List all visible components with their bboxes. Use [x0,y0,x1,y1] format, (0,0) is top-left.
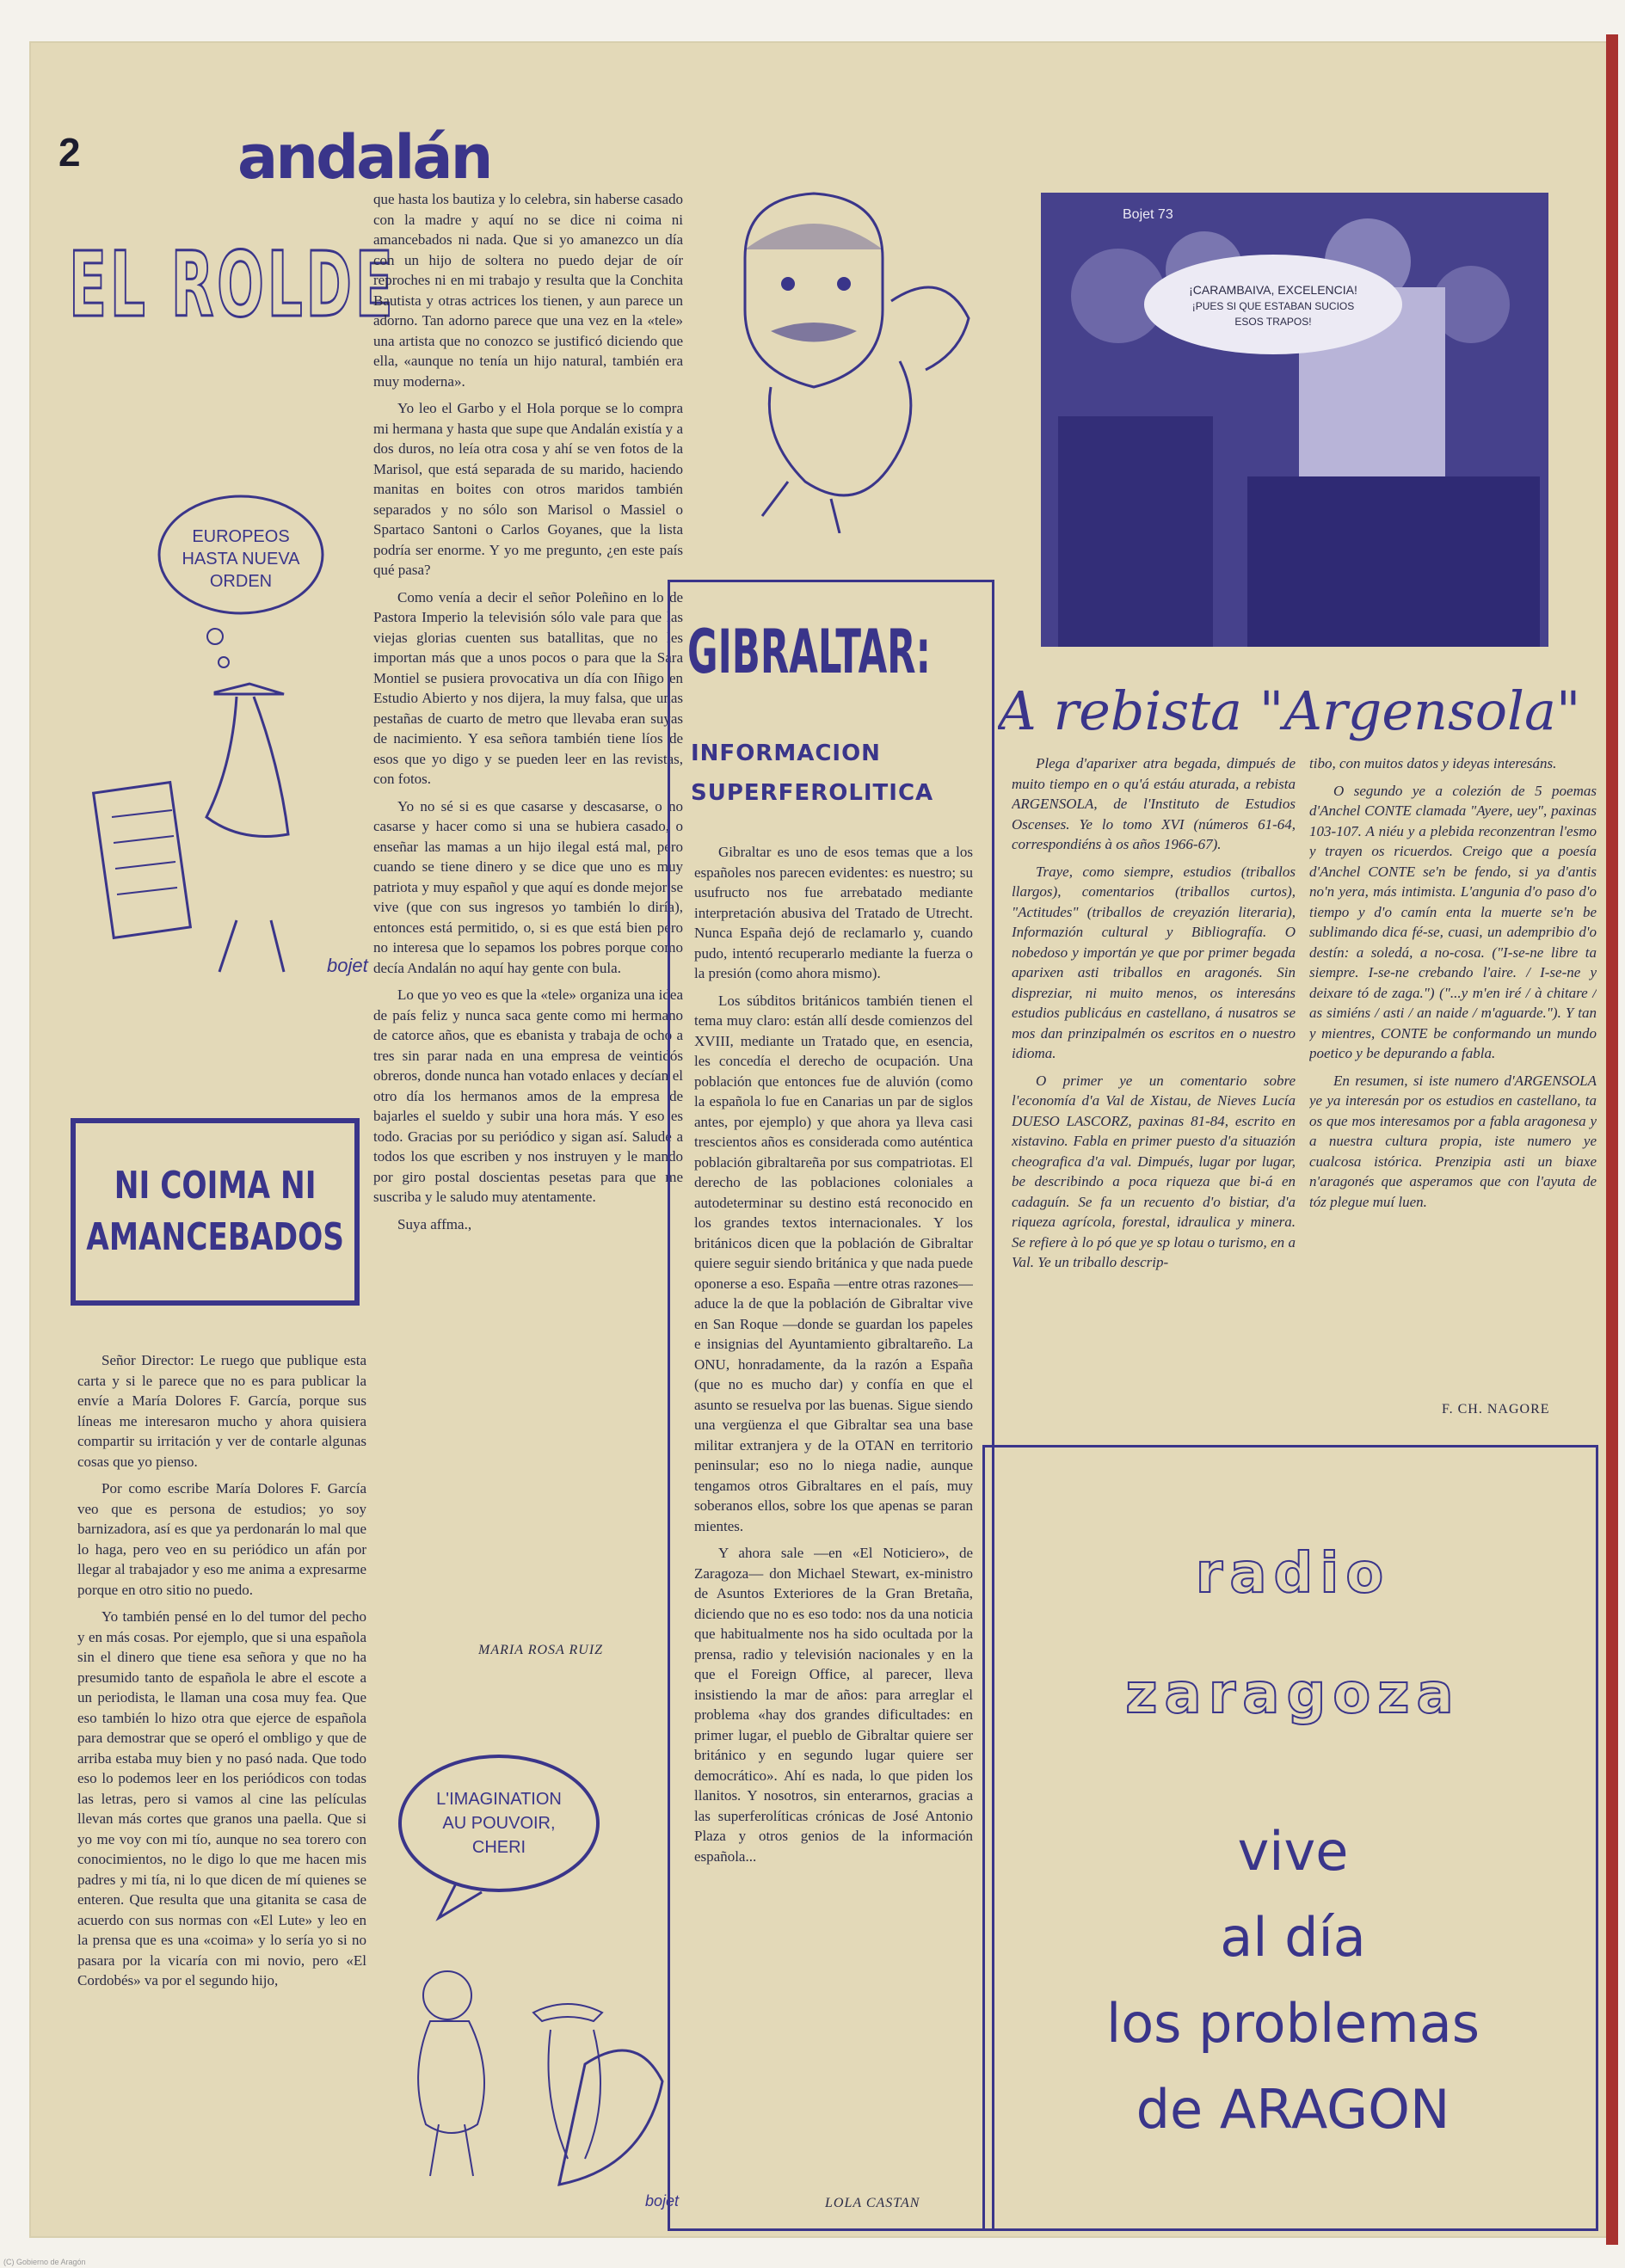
rolde-paragraph: Por como escribe María Dolores F. García veo que es persona de estudios; yo soy barnizadora, así es que ya perdonarán lo mal que lo haga, pero veo en su periódico un afán por llegar al trabajador y eso me anima a expresarme porque en otro sitio no puedo. [77,1480,366,1598]
argensola-paragraph: Traye, como siempre, estudios (triballos llargos), comentarios (triballos curtos), "Actitudes" (triballos de creyazión literaria), Informazión cultural y Bibliografía. O nobedoso y importán ye que por primer begada aparixen asti triballos en aragonés. Sin dispreziar, ni muito menos, os interesáns estudios publicáus en castellano, á nusatros se mos dan prinzipalmén os escritos en o nuestro idioma. [1012,863,1296,1061]
rolde-signature: MARIA ROSA RUIZ [478,1643,604,1657]
rolde-paragraph: Yo no sé si es que casarse y descasarse, o no casarse y hacer como si una se hubiera casado, o enseñar las mamas a un hijo ilegal está mal, pero cuando se tiene dinero y se dice que uno es muy patriota y muy español y que aquí es donde mejor se vive (que con sus ingresos yo también lo diría), entonces está permitido, o, si es que está bien pero no interesa que lo sepamos los pobres porque como decía Andalán no aquí hay gente con bula. [373,797,683,976]
gibraltar-signature: LOLA CASTAN [825,2196,920,2210]
svg-text:bojet: bojet [645,2192,680,2210]
rolde-paragraph: Yo leo el Garbo y el Hola porque se lo compra mi hermana y hasta que supe que Andalán existía y a dos duros, no leía otra cosa y ahí se ven fotos de la Marisol, que está separada de su marido, haciendo manitas en boites con otros maridos también separados y no sólo son Marisol o Massiel o Spartaco Santoni o Carlos Goyanes, que la lista podría ser enorme. Y yo me pregunto, ¿en este país qué pasa? [373,400,683,578]
ad-al-dia: al día [1220,1906,1366,1969]
section-title-el-rolde: EL ROLDE [69,232,397,337]
argensola-column-1 [1012,753,1296,1424]
svg-text:AU POUVOIR,: AU POUVOIR, [442,1814,556,1833]
argensola-paragraph: O primer ye un comentario sobre l'economía d'a Val de Xistau, de Nieves Lucía DUESO LASCORZ, paxinas 81-84, escrito en xistavino. Fabla en primer puesto d'a situazión cheografica d'a val. Dimpués, lugar por lugar, be describindo a poca riqueza que bi-á en cadaguín. Se fa un recuento d'o bistiar, d'a riqueza agrícola, forestal, idraulica y minera. Se refiere à lo pó que ye sp lotau o turismo, en a Val. Ye un triballo descrip- [1012,1072,1296,1270]
rolde-paragraph: Señor Director: Le ruego que publique esta carta y si le parece que no es para publicar la envíe a María Dolores F. García, porque sus líneas me interesaron mucho y ahora quisiera compartir su irritación y ver de contarle algunas cosas que yo pienso. [77,1352,366,1470]
argensola-paragraph: Plega d'aparixer atra begada, dimpués de muito tiempo en o qu'á estáu aturada, a rebista ARGENSOLA, de l'Instituto de Estudios Oscenses. Ye lo tomo XVI (números 61-64, correspondiéns à os años 1966-67). [1012,755,1296,852]
book-binding-edge [1606,34,1618,2245]
gibraltar-paragraph: Gibraltar es uno de esos temas que a los españoles nos parecen evidentes: es nuestro; su usufructo nos fue arrebatado mediante interpretación abusiva del Tratado de Utrecht. Nunca España dejó de reclamarlo y, cuando pudo, intentó recuperarlo mediante la fuerza o la presión (como ahora mismo). [694,844,973,981]
copyright-footer: (C) Gobierno de Aragón [3,2258,86,2266]
cartoon-europeos [86,490,379,989]
cartoon-sign-text: EUROPEOS [192,527,290,546]
gibraltar-subtitle: INFORMACION SUPERFEROLITICA [691,741,934,806]
masthead: andalán [237,122,491,193]
rolde-paragraph: Yo también pensé en lo del tumor del pecho y en más cosas. Por ejemplo, que si una española sin el dinero que tiene esa señora y que no ha presumido tanto de española le abre el escote a un periodista, le llaman una cosa muy fea. Que eso también lo hizo otra que ejerce de española para demostrar que se operó el ombligo y que de arriba estaba muy bien y no pasó nada. Que todo eso lo podemos leer en los periódicos con todas las letras, pero si vamos al cine las películas llevan más cortes que granos una paella. Que si yo me voy con mi tío, aunque no sea torero con conocimientos, no le digo lo que me hacen mis padres y mi tía, ni lo que dicen de mí quienes se enteren. Que resulta que una gitanita se casa de acuerdo con sus normas con «El Lute» y leo en la prensa que es una «coima» y lo sería yo si no pasara por la vicaría con mi novio, pero «El Cordobés» va por el segundo hijo, [77,1608,366,1988]
rolde-paragraph: que hasta los bautiza y lo celebra, sin haberse casado con la madre y aquí no se dice ni coima ni amancebados ni nada. Que si yo amanezco un día con un hijo de soltera no puedo dejar de oír reproches ni en mi trabajo y resulta que la Conchita Bautista y otras actrices los tienen, y aun parece un adorno. Tan adorno parece que una vez en la «tele» una artista que no conozco se justificó diciendo que ella, «aunque no tenía un hijo natural, también era muy moderna». [373,191,683,390]
rolde-letter-column-2 [373,189,683,1690]
ad-los-problemas: los problemas [1106,1992,1480,2055]
rolde-letter-column-1 [77,1350,366,2236]
argensola-paragraph: tibo, con muitos datos y ideyas interesáns. [1309,755,1557,771]
argensola-paragraph: O segundo ye a colezión de 5 poemas d'Anchel CONTE clamada "Ayere, uey", paxinas 103-107. A niéu y a plebida reconzentran l'esmo y trayen os ricuerdos. Creigo que a poesía d'Anchel CONTE se'n be fendo, si ya d'antis no'n yera, más intimista. L'angunia d'o paso d'o tiempo y d'o camín enta la muerte se'n be sublimando dica fé-se, cuasi, un adempribio d'o destín: a soledá, a no-cosa. ("I-se-ne libre ta siempre. I-se-ne crebando l'aire. / I-se-ne y deixare tó de zaga.") ("...y m'en iré / à chitare / as simiéns / asti / an naide / m'aguarde."). Y tan y mientres, CONTE be conformando un mundo poetico y be depurando a fabla. [1309,782,1597,1061]
gibraltar-body [694,842,973,2167]
ad-vive: vive [1237,1820,1349,1883]
cartoon-imagination [387,1755,688,2219]
svg-text:ESOS TRAPOS!: ESOS TRAPOS! [1234,316,1312,328]
svg-text:ORDEN: ORDEN [209,572,273,591]
rolde-paragraph: Como venía a decir el señor Poleñino en lo de Pastora Imperio la televisión sólo vale para que las viejas glorias cuenten sus batallitas, que no les importan más que a unos pocos o para que la Sara Montiel se pusiera provocativa un día con Iñigo en Estudio Abierto y nos dijera, la muy falsa, que unas pestañas de cuarto de metro que llevaba eran suyas de nacimiento. Y esa señora también tiene líos de esos que yo digo y se pueden leer en las revistas, con fotos. [373,588,683,787]
cartoon-signature: bojet [327,955,368,976]
page-number: 2 [58,130,81,175]
rolde-paragraph: Lo que yo veo es que la «tele» organiza una idea de país feliz y nunca saca gente como mi hermano de catorce años, que es ebanista y trabaja de ocho a tres sin parar nada en una empresa de veintidós obreros, donde nunca han votado enlaces y decían el otro día los hermanos amos de la empresa de bajarles el sueldo y subir una hora más. Y eso es todo. Gracias por su periódico y sigan así. Salude a todos los que escriben y nos instruyen y le mando por giro postal doscientas pesetas para que me suscriba y le saludo muy atentamente. [373,986,683,1205]
caricature-illustration [693,189,986,533]
argensola-paragraph: En resumen, si iste numero d'ARGENSOLA ye ya interesán por os estudios en castellano, ta os que mos interesamos por a fabla aragonesa y a nuestra cultura propia, iste numero ye cualcosa istórica. Prenzipia asti un biaxe n'aragonés que asperamos que con l'ayuta de tóz plegue muí luen. [1309,1072,1597,1210]
rolde-paragraph: Suya affma., [397,1215,472,1232]
gibraltar-title: GIBRALTAR: [687,617,931,687]
gibraltar-paragraph: Y ahora sale —en «El Noticiero», de Zaragoza— don Michael Stewart, ex-ministro de Asuntos Exteriores de la Gran Bretaña, diciendo que no es eso todo: nos da una noticia que habitualmente nos ha sido ocultada por la prensa, radio y televisión nacionales y en la que el Foreign Office, al parecer, lleva insistiendo la mar de años: para arreglar el problema «hay dos grandes dificultades: en primer lugar, el pueblo de Gibraltar quiere ser británico y en segundo lugar quiere ser democrático». Ahí es nada, lo que piden los llanitos. Y nosotros, sin enterarnos, gracias a las superferolíticas crónicas de José Antonio Plaza y otros genios de la información española... [694,1545,973,1865]
argensola-title: A rebista "Argensola" [998,679,1581,742]
svg-text:¡PUES SI QUE ESTABAN SUCIOS: ¡PUES SI QUE ESTABAN SUCIOS [1191,300,1355,312]
photo-bubble-text: ¡CARAMBAIVA, EXCELENCIA! [1189,283,1357,297]
subhead-ni-coima: NI COIMA NI AMANCEBADOS [86,1164,344,1259]
newspaper-page [31,43,1614,2236]
gibraltar-paragraph: Los súbditos británicos también tienen el tema muy claro: están allí desde comienzos del XVIII, mediante un Tratado que, en esencia, les concedía el derecho de ocupación. Una población que entonces fue de aluvión (como la española lo fue en Canarias un par de siglos antes, por ejemplo) y que ahora ya lleva casi trescientos años es considerada como auténtica población gibraltareña por sus compatriotas. El derecho de las poblaciones coloniales a autodeterminar su destino está reconocido en los grandes textos internacionales. Y los británicos dicen que la población de Gibraltar quiere seguir siendo británica y que nada puede oponerse a eso. España —entre otras razones— aduce la de que la población de Gibraltar vive en San Roque —donde se guardan los papeles e insignias del Ayuntamiento gibraltareño. La ONU, honradamente, da la razón a España (que no es mucho dar) y confía en que el asunto se resuelva por las buenas. Sigue siendo una vergüenza el que Gibraltar sea una base militar extranjera y de la OTAN en territorio peninsular; eso no lo niega nadie, aunque tengamos otros Gibraltares en el país, muy soberanos ellos, sobre los que apenas se paran mientes. [694,992,973,1534]
svg-text:CHERI: CHERI [471,1838,526,1857]
ad-de-aragon: de ARAGON [1136,2078,1450,2141]
argensola-signature: F. CH. NAGORE [1442,1402,1550,1417]
radio-zaragoza-ad [982,1445,1598,2231]
ad-zaragoza: zaragoza [1125,1663,1461,1726]
gibraltar-article-box [668,580,994,2231]
argensola-column-2 [1309,753,1597,1390]
argensola-photo [1041,193,1548,647]
ad-radio: radio [1195,1542,1391,1606]
svg-text:L'IMAGINATION: L'IMAGINATION [436,1790,562,1809]
subhead-box [71,1118,360,1306]
svg-text:HASTA NUEVA: HASTA NUEVA [182,550,300,569]
photo-signature: Bojet 73 [1123,207,1173,222]
